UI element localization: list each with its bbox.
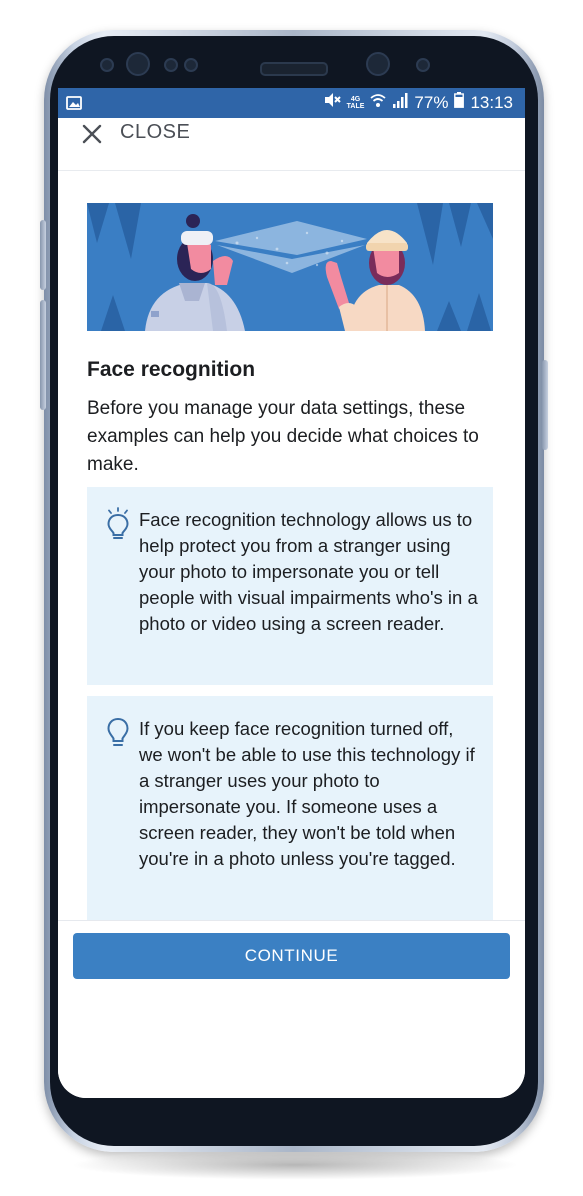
mute-icon	[323, 92, 341, 113]
footer	[58, 920, 525, 1098]
tip-text: Face recognition technology allows us to help protect you from a stranger using your photo to impersonate you or tell people with visual impairments who's in a photo or video using a screen reader.	[139, 509, 478, 634]
continue-button[interactable]: CONTINUE	[73, 933, 510, 979]
image-icon	[66, 95, 82, 115]
network-type	[347, 96, 365, 110]
close-icon[interactable]	[80, 122, 104, 146]
bottom-bezel	[58, 1098, 525, 1138]
status-bar	[58, 88, 525, 118]
close-row[interactable]	[58, 118, 525, 171]
proximity-sensor	[100, 58, 114, 72]
face-recognition-illustration	[87, 203, 493, 331]
earpiece-speaker	[260, 62, 328, 76]
bixby-button	[40, 220, 46, 290]
battery-level: 77%	[414, 92, 449, 112]
signal-icon	[392, 93, 408, 113]
iris-scanner	[126, 52, 150, 76]
status-icons	[323, 92, 513, 113]
page-title: Face recognition	[87, 358, 256, 381]
wifi-icon	[370, 93, 386, 113]
battery-icon	[454, 92, 464, 113]
close-button[interactable]: CLOSE	[120, 121, 191, 143]
top-bezel	[60, 36, 528, 90]
light-sensor-2	[184, 58, 198, 72]
tip-card	[87, 487, 493, 685]
power-button	[542, 360, 548, 450]
network-type-top: 4G	[350, 95, 361, 103]
tip-text: If you keep face recognition turned off, we won't be able to use this technology if a stranger uses your photo to impersonate you. If someone uses a screen reader, they won't be told when you're in a photo unless you're tagged.	[139, 718, 475, 869]
network-type-bottom: TALE	[346, 102, 365, 110]
light-sensor	[164, 58, 178, 72]
phone-shadow	[70, 1150, 520, 1180]
tip-card	[87, 696, 493, 920]
intro-text: Before you manage your data settings, these examples can help you decide what choices to make.	[87, 398, 479, 475]
lightbulb-icon	[105, 716, 131, 750]
clock: 13:13	[470, 92, 513, 112]
front-camera	[366, 52, 390, 76]
volume-button	[40, 300, 46, 410]
lightbulb-on-icon	[105, 507, 131, 541]
iris-led	[416, 58, 430, 72]
screen	[58, 88, 525, 1098]
